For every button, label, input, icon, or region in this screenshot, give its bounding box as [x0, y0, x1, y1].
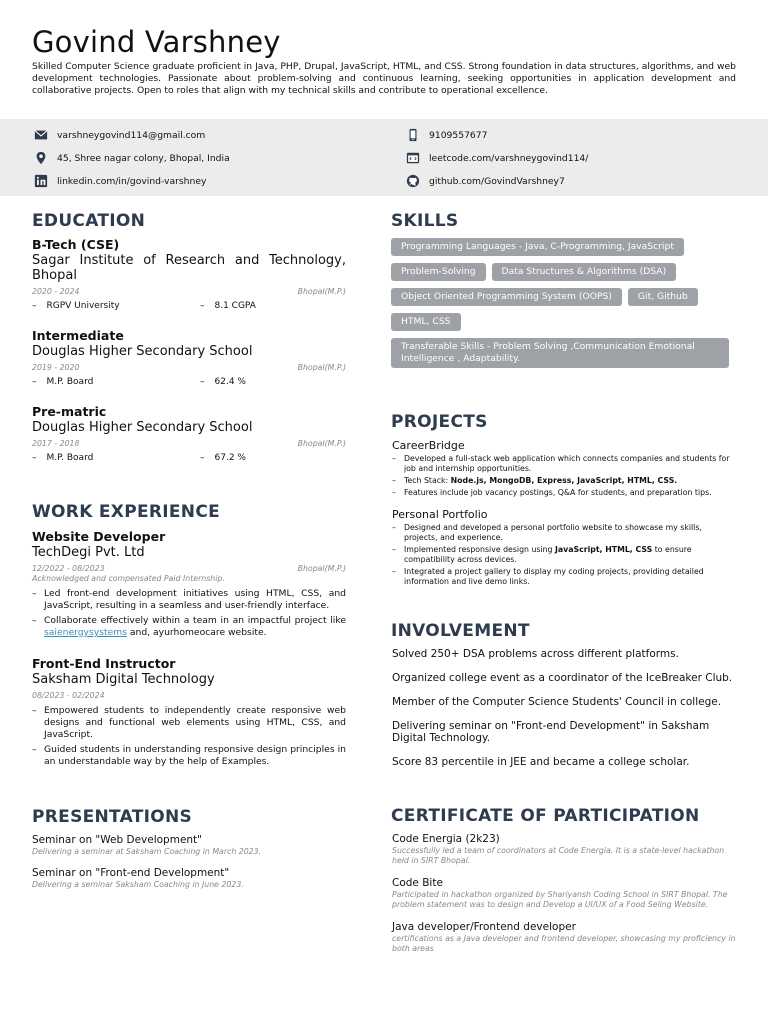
- degree: B-Tech (CSE): [32, 237, 120, 252]
- list-item: – Empowered students to independently create responsive web designs and functional web elements using HTML, CSS, and JavaScript.: [32, 705, 346, 741]
- skill-tag: Transferable Skills - Problem Solving ,Communication Emotional Intelligence , Adaptability.: [391, 338, 729, 368]
- education-details: – M.P. Board – 62.4 %: [32, 377, 246, 387]
- education-meta: [32, 286, 346, 297]
- education-meta: [32, 438, 346, 449]
- contact-github[interactable]: [406, 174, 565, 188]
- job-role: Front-End Instructor: [32, 656, 176, 671]
- degree: Intermediate: [32, 328, 124, 343]
- board: M.P. Board: [46, 453, 94, 463]
- board: RGPV University: [46, 301, 120, 311]
- work-item: [32, 656, 346, 771]
- list-item: – Features include job vacancy postings, Q&A for students, and preparation tips.: [392, 488, 736, 498]
- projects-heading: PROJECTS: [391, 412, 488, 432]
- school-name: Douglas Higher Secondary School: [32, 344, 253, 359]
- skills-tags: [391, 238, 736, 368]
- skill-tag: Git, Github: [628, 288, 698, 306]
- presentation-title: Seminar on "Front-end Development": [32, 867, 230, 879]
- linkedin-icon: [34, 174, 48, 188]
- contact-email[interactable]: [34, 128, 205, 142]
- board: M.P. Board: [46, 377, 94, 387]
- project-bullets: [392, 454, 736, 498]
- phone-text: 9109557677: [429, 129, 488, 141]
- project-name: CareerBridge: [392, 439, 465, 452]
- work-meta: [32, 563, 346, 574]
- score: 62.4 %: [214, 377, 246, 387]
- certificate-name: Code Energia (2k23): [392, 833, 500, 845]
- work-note: Acknowledged and compensated Paid Internship.: [32, 574, 225, 583]
- phone-icon: [406, 128, 420, 142]
- skills-heading: SKILLS: [391, 211, 459, 231]
- presentation-desc: Delivering a seminar Saksham Coaching in June 2023.: [32, 880, 244, 889]
- involvement-list: [392, 648, 736, 780]
- company-name: TechDegi Pvt. Ltd: [32, 545, 145, 560]
- certificate-desc: certifications as a Java developer and frontend developer, showcasing my proficiency in both areas: [392, 934, 736, 953]
- contact-leetcode[interactable]: [406, 151, 588, 165]
- location: Bhopal(M.P.): [297, 363, 346, 372]
- work-bullets: [32, 705, 346, 768]
- company-name: Saksham Digital Technology: [32, 672, 215, 687]
- list-item: – Led front-end development initiatives using HTML, CSS, and JavaScript, resulting in a seamless and user-friendly interface.: [32, 588, 346, 612]
- education-details: – M.P. Board – 67.2 %: [32, 453, 246, 463]
- contact-address: [34, 151, 230, 165]
- candidate-name: Govind Varshney: [32, 25, 281, 59]
- school-name: Douglas Higher Secondary School: [32, 420, 253, 435]
- work-meta: [32, 690, 346, 701]
- education-item: [32, 237, 346, 312]
- score: 8.1 CGPA: [214, 301, 256, 311]
- list-item: – Designed and developed a personal portfolio website to showcase my skills, projects, and experience.: [392, 523, 736, 543]
- education-meta: [32, 362, 346, 373]
- involvement-item: Solved 250+ DSA problems across different platforms.: [392, 648, 679, 660]
- certificate-item: [392, 921, 736, 954]
- project-name: Personal Portfolio: [392, 508, 488, 521]
- list-item: – Implemented responsive design using JavaScript, HTML, CSS to ensure compatibility across devices.: [392, 545, 736, 565]
- presentation-item: [32, 867, 346, 890]
- skill-tag: Data Structures & Algorithms (DSA): [492, 263, 677, 281]
- work-bullets: [32, 588, 346, 639]
- list-item: – Guided students in understanding responsive design principles in an understandable way by the help of Examples.: [32, 744, 346, 768]
- involvement-item: Organized college event as a coordinator of the IceBreaker Club.: [392, 672, 733, 684]
- presentations-heading: PRESENTATIONS: [32, 807, 193, 827]
- project-bullets: [392, 523, 736, 587]
- education-heading: EDUCATION: [32, 211, 146, 231]
- location: Bhopal(M.P.): [297, 287, 346, 296]
- involvement-item: Member of the Computer Science Students' Council in college.: [392, 696, 722, 708]
- work-item: [32, 529, 346, 642]
- skill-tag: Programming Languages - Java, C-Programming, JavaScript: [391, 238, 684, 256]
- skill-tag: HTML, CSS: [391, 313, 461, 331]
- dates: 08/2023 - 02/2024: [32, 691, 105, 700]
- leetcode-text: leetcode.com/varshneygovind114/: [429, 152, 589, 164]
- dates: 12/2022 - 08/2023: [32, 564, 105, 573]
- presentation-desc: Delivering a seminar at Saksham Coaching in March 2023.: [32, 847, 262, 856]
- location: Bhopal(M.P.): [297, 439, 346, 448]
- school-name: Sagar Institute of Research and Technology, Bhopal: [32, 253, 346, 283]
- involvement-item: Score 83 percentile in JEE and became a college scholar.: [392, 756, 690, 768]
- email-icon: [34, 128, 48, 142]
- profile-summary: Skilled Computer Science graduate proficient in Java, PHP, Drupal, JavaScript, HTML, and CSS. Strong foundation in data structures, algorithms, and web development technologies. Passionate about problem-solving and continuous learning, seeking opportunities in application development and collaborative projects. Open to roles that align with my technical skills and contribute to operational excellence.: [32, 61, 736, 97]
- presentation-item: [32, 834, 346, 857]
- saienergysystems-link[interactable]: saienergysystems: [44, 627, 127, 638]
- location: Bhopal(M.P.): [297, 564, 346, 573]
- certificate-desc: Successfully led a team of coordinators at Code Energia. It is a state-level hackathon held in SIRT Bhopal.: [392, 846, 725, 865]
- skill-tag: Object Oriented Programming System (OOPS): [391, 288, 622, 306]
- list-item: – Developed a full-stack web application which connects companies and students for job and internship opportunities.: [392, 454, 736, 474]
- address-text: 45, Shree nagar colony, Bhopal, India: [57, 152, 230, 164]
- involvement-heading: INVOLVEMENT: [391, 621, 530, 641]
- education-details: – RGPV University – 8.1 CGPA: [32, 301, 256, 311]
- list-item: – Integrated a project gallery to display my coding projects, providing detailed information and live demo links.: [392, 567, 736, 587]
- certificates-heading: CERTIFICATE OF PARTICIPATION: [391, 806, 700, 826]
- degree: Pre-matric: [32, 404, 107, 419]
- code-window-icon: [406, 151, 420, 165]
- contact-phone[interactable]: [406, 128, 487, 142]
- project-item: [392, 439, 736, 500]
- presentation-title: Seminar on "Web Development": [32, 834, 203, 846]
- dates: 2020 - 2024: [32, 287, 80, 296]
- contact-bar: [0, 119, 768, 196]
- project-item: [392, 508, 736, 589]
- education-item: [32, 404, 346, 464]
- certificate-desc: Participated in hackathon organized by Shariyansh Coding School in SIRT Bhopal. The problem statement was to design and Develop a UI/UX of a Food Seling Website.: [392, 890, 728, 909]
- list-item: – Tech Stack: Node.js, MongoDB, Express, JavaScript, HTML, CSS.: [392, 476, 736, 486]
- linkedin-text: linkedin.com/in/govind-varshney: [57, 175, 207, 187]
- list-item: – Collaborate effectively within a team in an impactful project like saienergysystems and, ayurhomeocare website.: [32, 615, 346, 639]
- dates: 2019 - 2020: [32, 363, 80, 372]
- dates: 2017 - 2018: [32, 439, 80, 448]
- certificate-name: Java developer/Frontend developer: [392, 921, 576, 933]
- contact-linkedin[interactable]: [34, 174, 206, 188]
- email-text: varshneygovind114@gmail.com: [57, 129, 206, 141]
- location-pin-icon: [34, 151, 48, 165]
- github-icon: [406, 174, 420, 188]
- involvement-item: Delivering seminar on "Front-end Development" in Saksham Digital Technology.: [392, 720, 710, 744]
- github-text: github.com/GovindVarshney7: [429, 175, 565, 187]
- certificate-item: [392, 833, 736, 866]
- certificate-name: Code Bite: [392, 877, 443, 889]
- education-item: [32, 328, 346, 388]
- work-experience-heading: WORK EXPERIENCE: [32, 502, 221, 522]
- score: 67.2 %: [214, 453, 246, 463]
- skill-tag: Problem-Solving: [391, 263, 486, 281]
- certificate-item: [392, 877, 736, 910]
- job-role: Website Developer: [32, 529, 166, 544]
